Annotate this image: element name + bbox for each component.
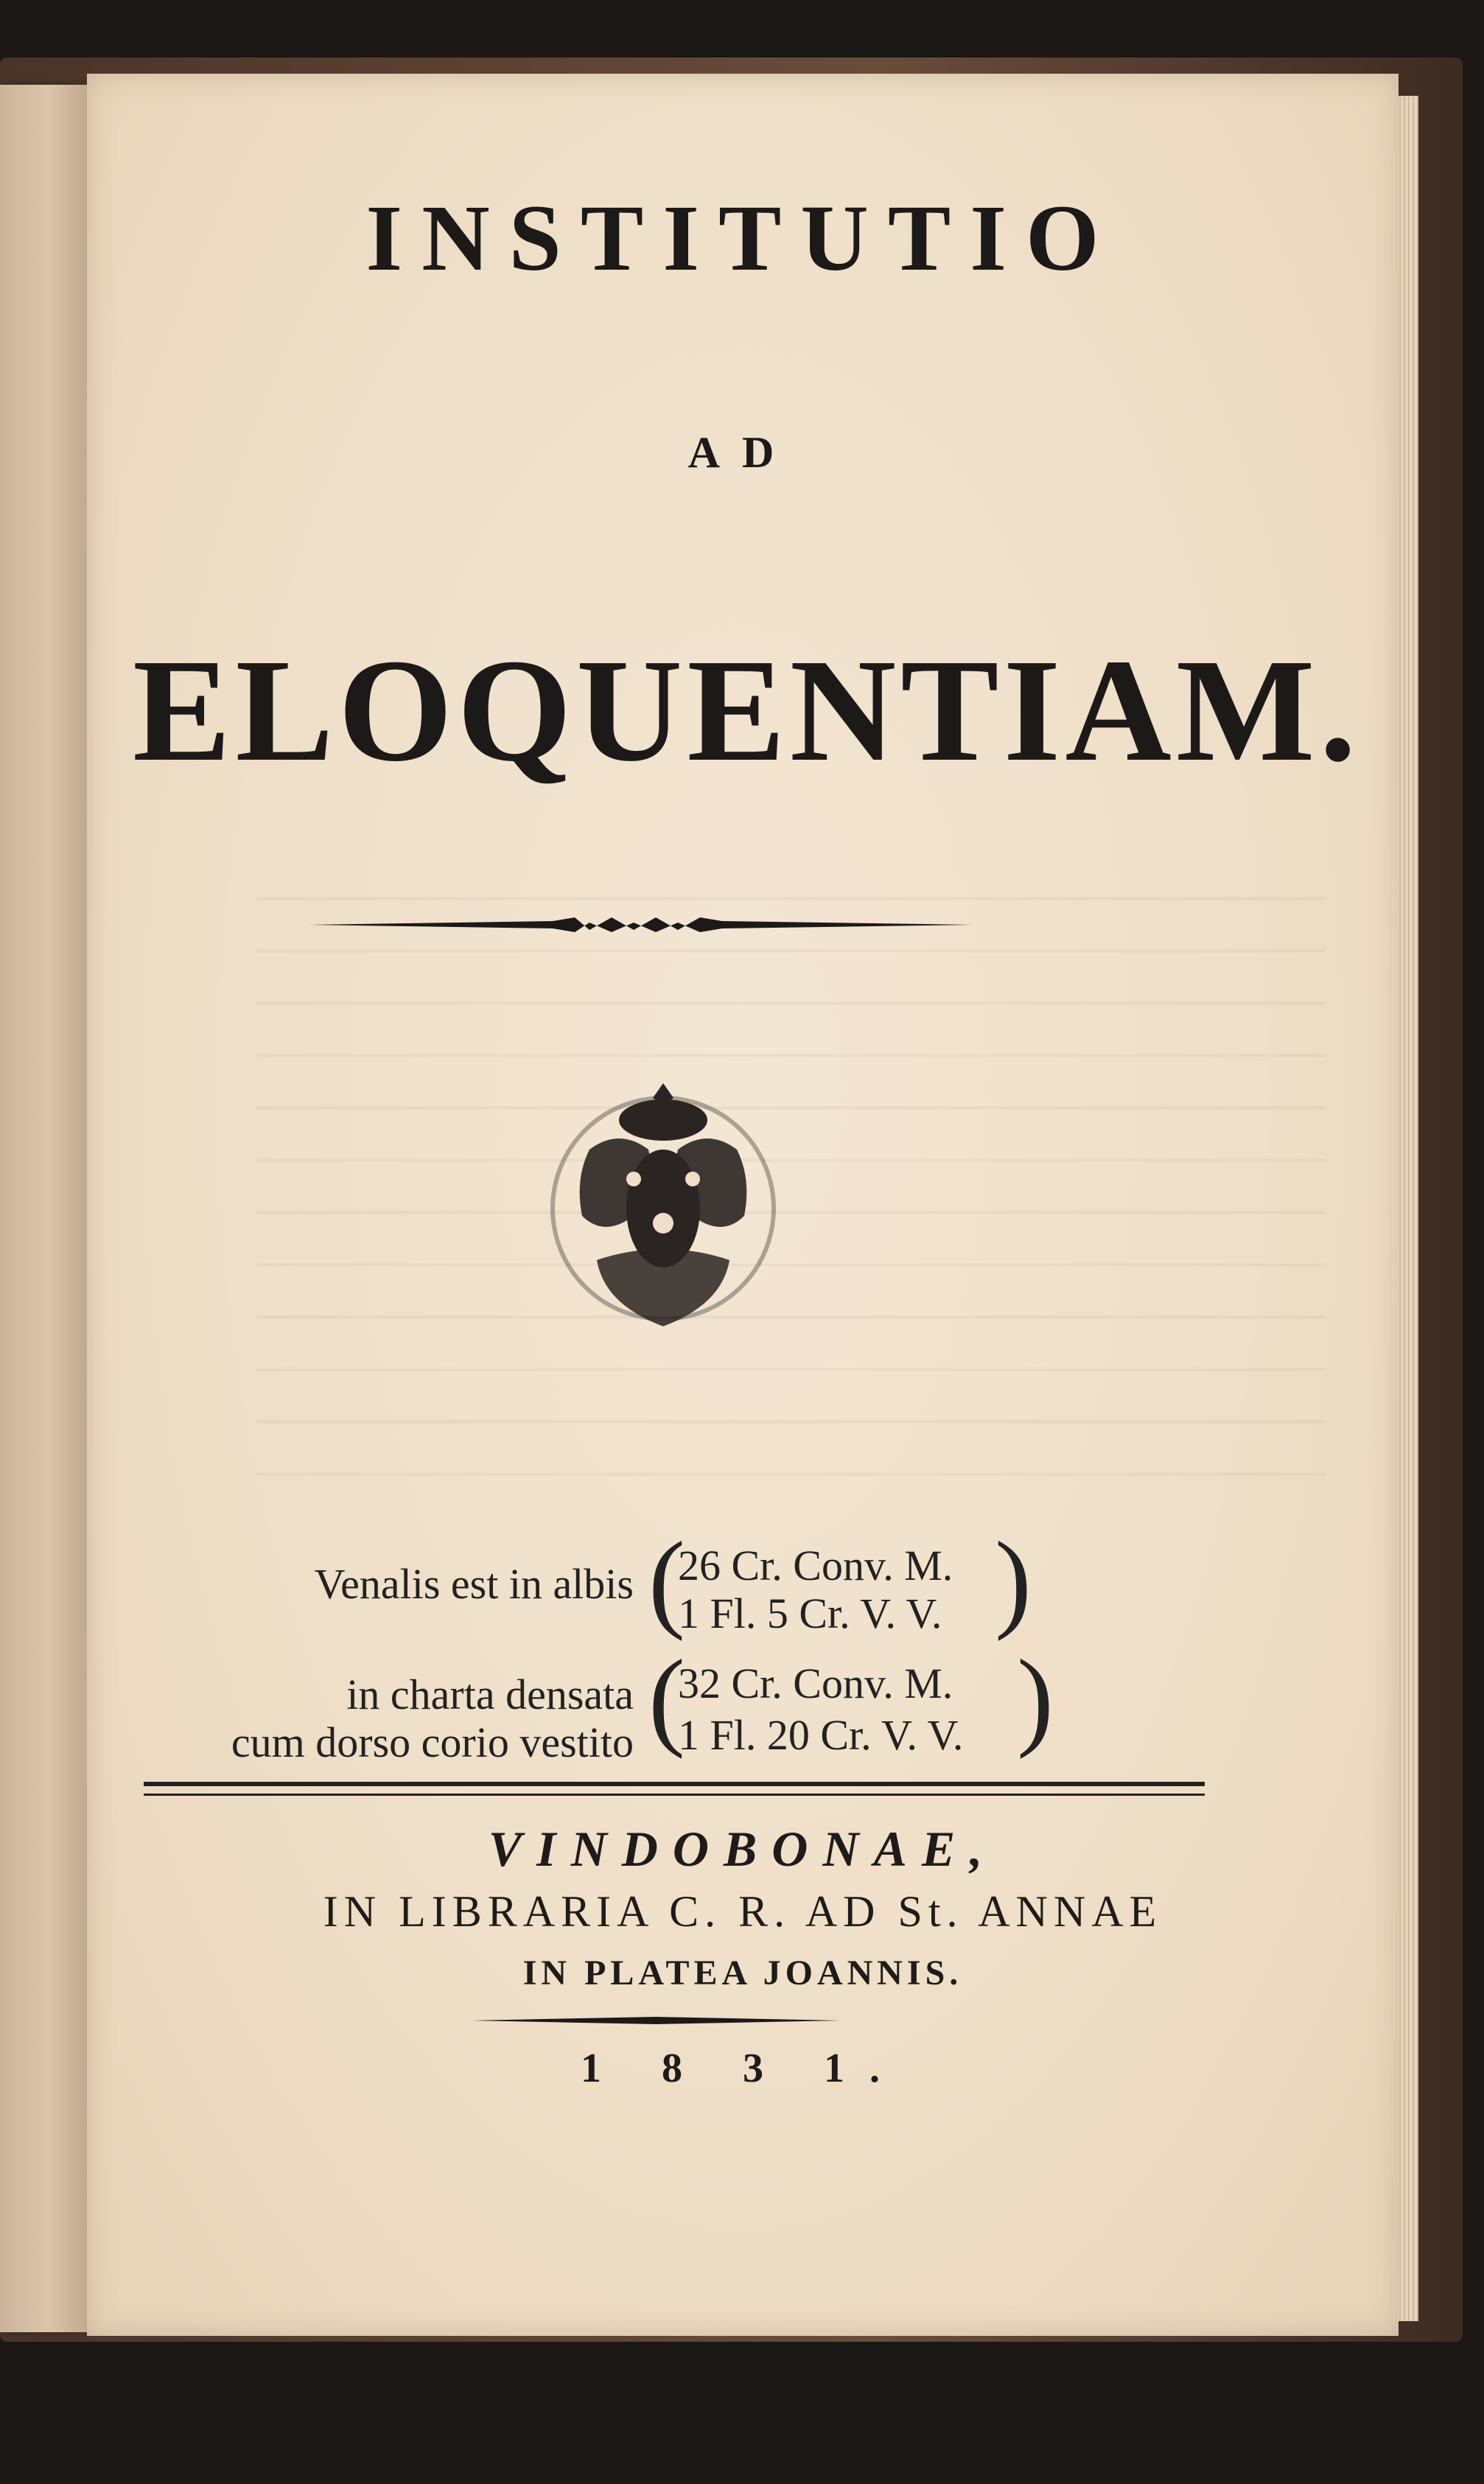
short-rule	[472, 2013, 840, 2028]
price-value: 32 Cr. Conv. M.	[678, 1659, 953, 1707]
price-value: 1 Fl. 20 Cr. V. V.	[678, 1711, 964, 1759]
price-value: 1 Fl. 5 Cr. V. V.	[678, 1589, 942, 1637]
price-value: 26 Cr. Conv. M.	[678, 1542, 953, 1589]
title-line-3: ELOQUENTIAM.	[133, 629, 1361, 792]
price-label: cum dorso corio vestito	[231, 1718, 634, 1766]
imprint-street: IN PLATEA JOANNIS.	[522, 1953, 963, 1993]
previous-page-edge	[0, 85, 88, 2332]
right-brace: )	[995, 1519, 1032, 1642]
imprint-city: VINDOBONAE,	[488, 1821, 998, 1877]
title-line-2: AD	[687, 428, 797, 477]
left-brace: (	[648, 1519, 685, 1642]
title-line-1: INSTITUTIO	[365, 186, 1119, 290]
right-brace: )	[1017, 1637, 1054, 1760]
price-label: Venalis est in albis	[314, 1560, 634, 1608]
left-brace: (	[648, 1637, 685, 1760]
imprint-year: 1 8 3 1.	[581, 2046, 905, 2091]
imprint-publisher: IN LIBRARIA C. R. AD St. ANNAE	[323, 1887, 1163, 1936]
imprint	[87, 0, 1399, 2484]
price-label: in charta densata	[346, 1670, 634, 1718]
